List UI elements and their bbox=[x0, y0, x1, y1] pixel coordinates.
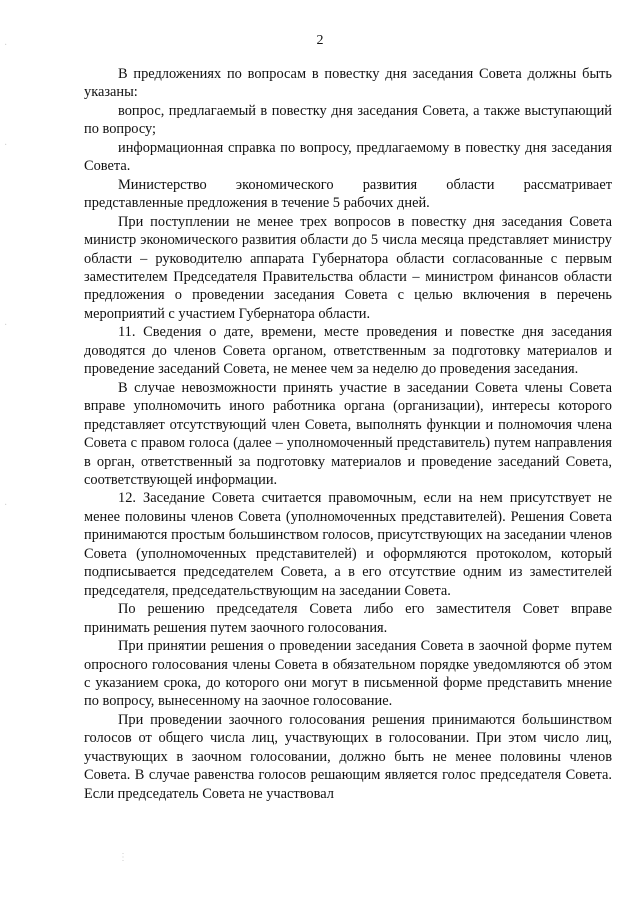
scan-artifact: ⋮ bbox=[118, 852, 128, 863]
scan-artifact: · bbox=[4, 500, 8, 511]
paragraph: вопрос, предлагаемый в повестку дня заседания Совета, а также выступающий по вопросу; bbox=[84, 102, 612, 138]
page-number: 2 bbox=[316, 33, 324, 48]
scan-artifact: · bbox=[4, 40, 8, 51]
paragraph: В предложениях по вопросам в повестку дня заседания Совета должны быть указаны: bbox=[84, 66, 612, 101]
paragraph: По решению председателя Совета либо его заместителя Совет вправе принимать решения путем заочного голосования. bbox=[84, 601, 612, 636]
paragraph: При принятии решения о проведении заседания Совета в заочной форме путем опросного голосования члены Совета в обязательном порядке уведомляются об этом с указанием срока, до которого они могут в письменной форме представить мнение по вопросу, вынесенному на заочное голосование. bbox=[84, 638, 612, 710]
paragraph: В случае невозможности принять участие в заседании Совета члены Совета вправе уполномочить иного работника органа (организации), интересы которого представляет отсутствующий член Совета, выполнять функции и полномочия члена Совета с правом голоса (далее – уполномоченный представитель) путем направления в орган, ответственный за подготовку материалов и проведение заседаний Совета, соответствующей информации. bbox=[84, 379, 612, 488]
paragraph: При поступлении не менее трех вопросов в повестку дня заседания Совета министр экономического развития области до 5 числа месяца представляет министру области – руководителю аппарата Губернатора области согласованные с первым заместителем Председателя Правительства области – министром финансов области предложения о проведении заседания Совета с целью включения в перечень мероприятий с участием Губернатора области. bbox=[84, 213, 612, 322]
scan-artifact: · bbox=[4, 320, 8, 331]
paragraph: 11. Сведения о дате, времени, месте проведения и повестке дня заседания доводятся до членов Совета органом, ответственным за подготовку материалов и проведение заседаний Совета, не менее чем за неделю до проведения заседания. bbox=[84, 324, 612, 378]
paragraph: информационная справка по вопросу, предлагаемому в повестку дня заседания Совета. bbox=[84, 139, 612, 175]
scan-artifact: · bbox=[4, 140, 8, 151]
document-body bbox=[84, 65, 612, 803]
paragraph: Министерство экономического развития области рассматривает представленные предложения в течение 5 рабочих дней. bbox=[84, 176, 612, 212]
paragraph: 12. Заседание Совета считается правомочным, если на нем присутствует не менее половины членов Совета (уполномоченных представителей). Решения Совета принимаются простым большинством голосов, присутствующих на заседании членов Совета (уполномоченных представителей) и оформляются протоколом, который подписывается председателем Совета, а в его отсутствие одним из заместителей председателя, председательствующим на заседании Совета. bbox=[84, 490, 612, 599]
paragraph: При проведении заочного голосования решения принимаются большинством голосов от общего числа лиц, участвующих в голосовании. При этом число лиц, участвующих в заочном голосовании, должно быть не менее половины членов Совета. В случае равенства голосов решающим является голос председателя Совета. Если председатель Совета не участвовал bbox=[84, 711, 612, 802]
